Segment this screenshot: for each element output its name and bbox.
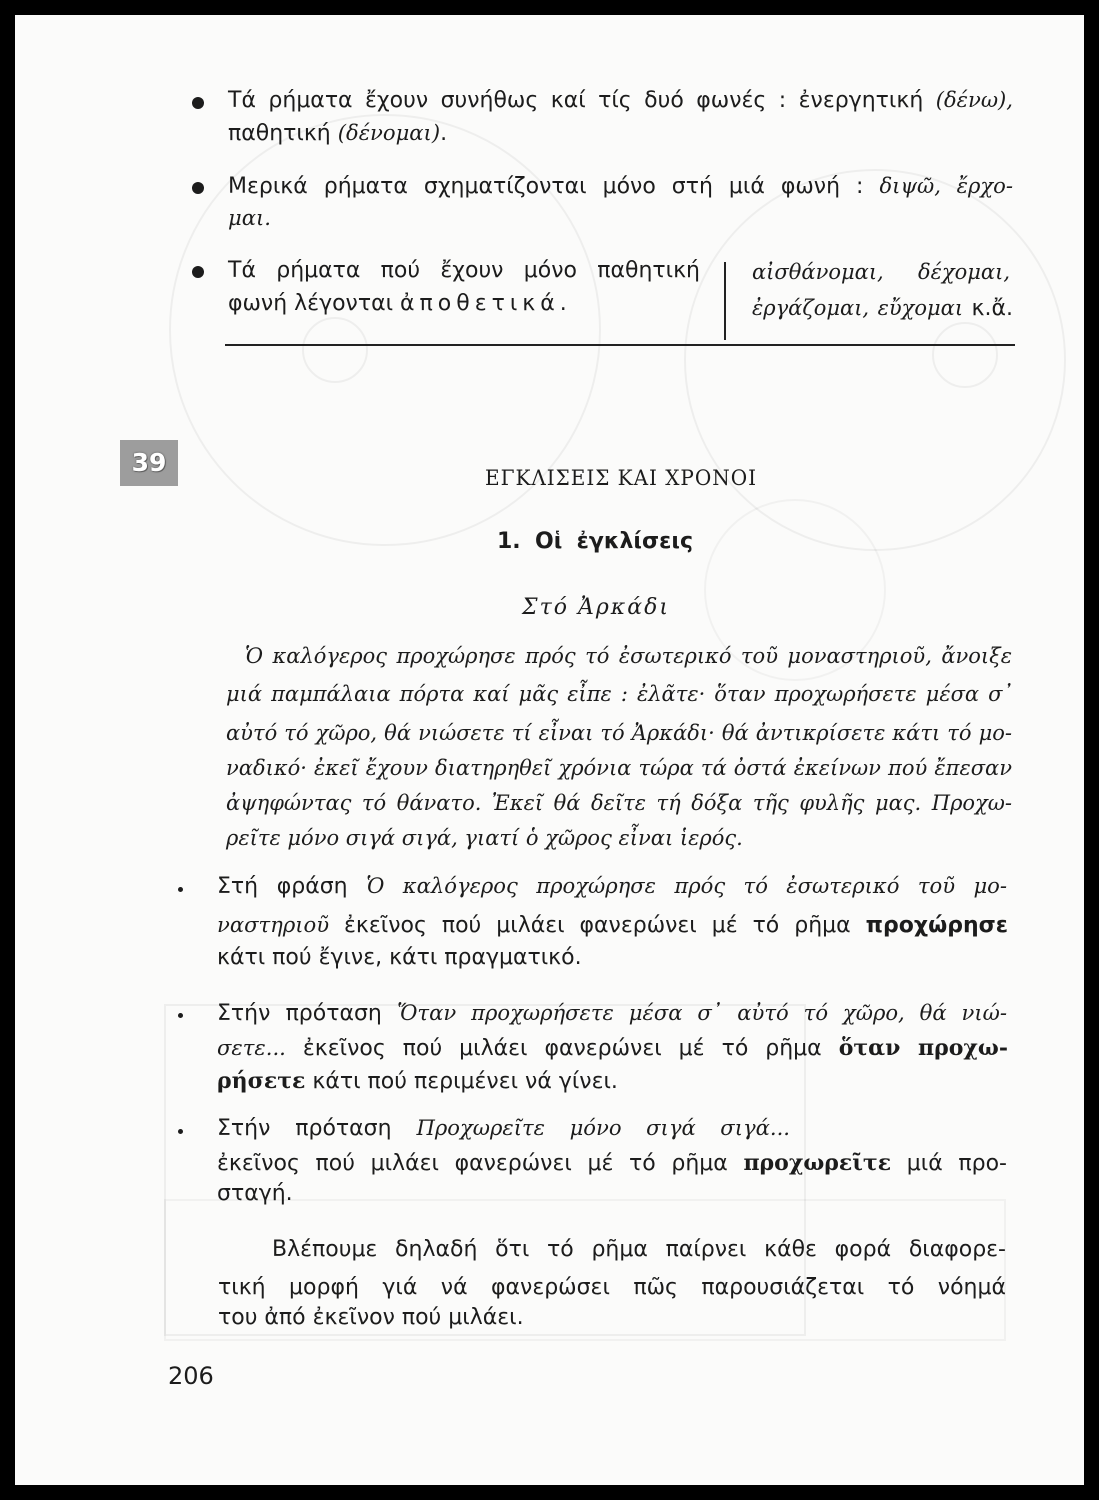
quoted-phrase: Προχωρεῖτε μόνο σιγά σιγά... — [416, 1115, 790, 1140]
summary-bullet-3-examples-line-1 — [752, 255, 1010, 289]
text-segment: φωνή λέγονται — [228, 291, 401, 316]
bullet-dot — [192, 97, 204, 109]
reading-line — [245, 639, 1012, 673]
note-1-line-3 — [217, 941, 582, 975]
reading-line — [226, 751, 1012, 785]
page-number: 206 — [168, 1362, 214, 1390]
summary-bullet-3-rule-line-2 — [228, 287, 567, 321]
text-segment: κάτι πού περιμένει νά γίνει. — [305, 1069, 618, 1094]
line-text — [217, 1111, 790, 1146]
line-text: ρεῖτε μόνο σιγά σιγά, γιατί ὁ χῶρος εἶναι ἱερός. — [226, 826, 743, 850]
conclusion-line — [218, 1301, 524, 1335]
reading-line — [226, 677, 1013, 711]
line-text: Ὁ καλόγερος προχώρησε πρός τό ἐσωτερικό τοῦ μοναστηριοῦ, ἄνοιξε — [245, 644, 1012, 668]
note-2-line-1 — [217, 996, 1007, 1030]
example-verb: (δένομαι) — [337, 120, 441, 145]
line-text — [217, 908, 1008, 943]
text-segment: παθητική — [228, 121, 338, 146]
line-text — [217, 869, 1007, 904]
example-verb: μαι. — [228, 205, 271, 230]
bullet-dot — [178, 1129, 183, 1134]
line-text: σταγή. — [217, 1181, 293, 1206]
conclusion-line — [218, 1271, 1006, 1305]
text-segment: . — [440, 121, 448, 146]
highlighted-verb: ὅταν προχω- — [838, 1035, 1008, 1061]
reading-title: Στό Ἀρκάδι — [522, 595, 670, 620]
example-verb: διψῶ, ἔρχο- — [879, 173, 1014, 198]
chapter-title — [485, 461, 757, 495]
text-segment: Μερικά ρήματα σχηματίζονται μόνο στή μιά φωνή : — [228, 174, 880, 199]
line-text: μιά παμπάλαια πόρτα καί μᾶς εἶπε : ἐλᾶτε· ὅταν προχωρήσετε μέσα σ᾿ — [226, 682, 1013, 706]
text-segment: ἐκεῖνος πού μιλάει φανερώνει μέ τό ρῆμα — [329, 913, 866, 938]
line-text: 1. Οἱ ἐγκλίσεις — [497, 529, 693, 554]
quoted-phrase: σετε... — [217, 1035, 286, 1060]
text-segment: ἐργάζομαι, εὔχομαι — [752, 296, 972, 320]
column-divider — [724, 262, 726, 340]
text-segment: Τά ρήματα ἔχουν συνήθως καί τίς δυό φωνές : ἐνεργητική — [228, 88, 936, 113]
bullet-dot — [192, 182, 204, 194]
term-deponent: ἀποθετικά — [400, 291, 560, 316]
note-2-line-2 — [217, 1031, 1008, 1065]
summary-bottom-rule — [225, 344, 1015, 346]
summary-bullet-1-line-2 — [228, 116, 447, 150]
bullet-dot — [178, 1013, 183, 1018]
line-text: Βλέπουμε δηλαδή ὅτι τό ρῆμα παίρνει κάθε φορά διαφορε- — [272, 1237, 1006, 1262]
line-text — [228, 287, 567, 321]
summary-bullet-2-line-1 — [228, 169, 1013, 203]
section-number-badge: 39 — [120, 440, 178, 486]
line-text — [228, 83, 1013, 118]
text-segment: μιά προ- — [891, 1151, 1007, 1176]
bullet-dot — [178, 887, 183, 892]
text-segment: Στήν πρόταση — [217, 1116, 417, 1141]
note-3-line-1 — [217, 1111, 790, 1145]
line-text: ΕΓΚΛΙΣΕΙΣ ΚΑΙ ΧΡΟΝΟΙ — [485, 466, 757, 490]
text-segment: ἐκεῖνος πού μιλάει φανερώνει μέ τό ρῆμα — [285, 1036, 839, 1061]
line-text — [228, 169, 1013, 204]
quoted-phrase: Ὅταν προχωρήσετε μέσα σ᾿ αὐτό τό χῶρο, θά νιώ- — [397, 1000, 1007, 1025]
reading-line — [226, 821, 743, 855]
summary-bullet-3-examples-line-2 — [752, 291, 1013, 325]
line-text: Τά ρήματα πού ἔχουν μόνο παθητική — [228, 258, 700, 283]
highlighted-verb: ρήσετε — [217, 1068, 306, 1094]
note-2-line-3 — [217, 1064, 618, 1098]
line-text — [217, 1064, 618, 1099]
reading-line — [226, 786, 1012, 820]
line-text — [217, 1146, 1007, 1181]
highlighted-verb: προχώρησε — [865, 913, 1008, 938]
quoted-phrase: ναστηριοῦ — [217, 912, 330, 937]
line-text: αἰσθάνομαι, δέχομαι, — [752, 260, 1010, 284]
summary-bullet-3-rule-line-1 — [228, 254, 700, 288]
line-text — [217, 996, 1007, 1031]
line-text: τική μορφή γιά νά φανερώσει πῶς παρουσιάζεται τό νόημά — [218, 1275, 1006, 1300]
line-text: κάτι πού ἔγινε, κάτι πραγματικό. — [217, 945, 582, 970]
text-segment: Στήν πρόταση — [217, 1001, 398, 1026]
chapter-subtitle — [497, 525, 693, 559]
bullet-dot — [192, 266, 204, 278]
highlighted-verb: προχωρεῖτε — [743, 1150, 892, 1176]
note-1-line-2 — [217, 908, 1008, 942]
summary-bullet-1-line-1 — [228, 83, 1013, 117]
example-verb: (δένω), — [935, 87, 1013, 112]
text-segment: . — [559, 291, 567, 316]
line-text: του ἀπό ἐκεῖνον πού μιλάει. — [218, 1305, 524, 1330]
text-segment: ἐκεῖνος πού μιλάει φανερώνει μέ τό ρῆμα — [217, 1151, 744, 1176]
line-text — [228, 201, 271, 236]
line-text — [752, 291, 1013, 326]
note-3-line-3 — [217, 1177, 293, 1211]
conclusion-line — [272, 1233, 1006, 1267]
note-3-line-2 — [217, 1146, 1007, 1180]
line-text: ναδικό· ἐκεῖ ἔχουν διατηρηθεῖ χρόνια τώρα τά ὀστά ἐκείνων πού ἔπεσαν — [226, 756, 1012, 780]
line-text — [228, 116, 447, 151]
quoted-phrase: Ὁ καλόγερος προχώρησε πρός τό ἐσωτερικό τοῦ μο- — [366, 873, 1007, 898]
line-text: ἀψηφώντας τό θάνατο. Ἐκεῖ θά δεῖτε τή δόξα τῆς φυλῆς μας. Προχω- — [226, 791, 1012, 815]
text-segment: κ.ἄ. — [971, 296, 1013, 321]
text-segment: Στή φράση — [217, 874, 367, 899]
line-text: αὐτό τό χῶρο, θά νιώσετε τί εἶναι τό Ἀρκάδι· θά ἀντικρίσετε κάτι τό μο- — [226, 721, 1012, 745]
summary-bullet-2-line-2 — [228, 201, 271, 235]
note-1-line-1 — [217, 869, 1007, 903]
reading-line — [226, 716, 1012, 750]
line-text — [217, 1031, 1008, 1066]
